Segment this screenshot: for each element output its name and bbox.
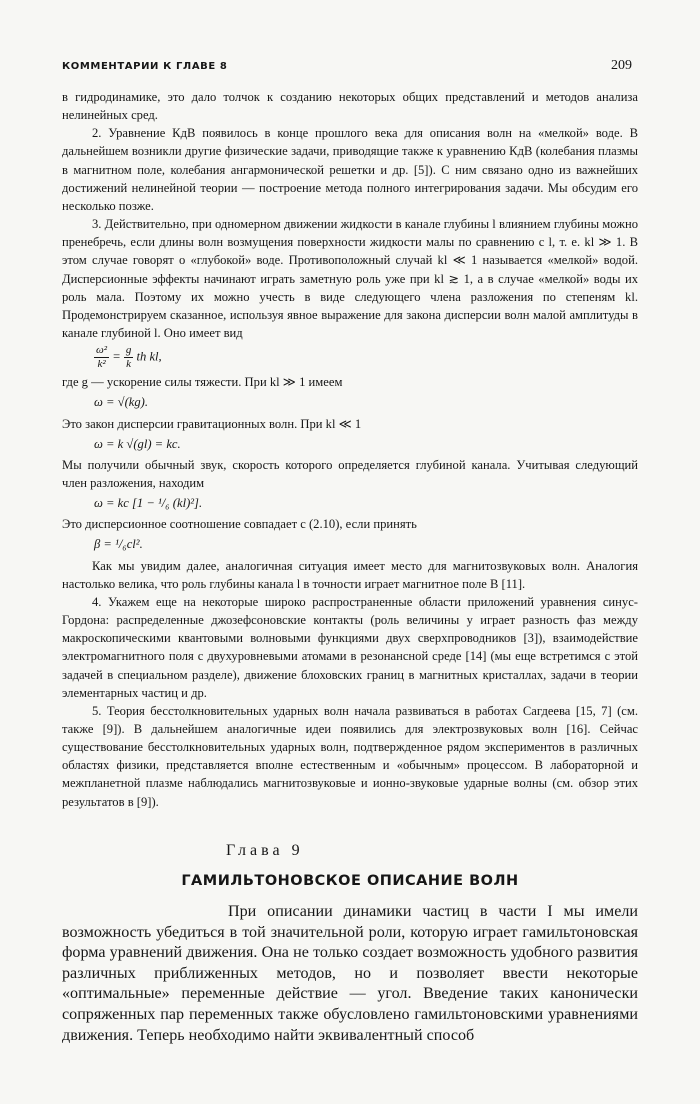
page-header [62, 58, 632, 74]
paragraph: 4. Укажем еще на некоторые широко распространенные области приложений уравнения синус-Гордона: распределенные джозефсоновские контакты (роль величины y играет разность фаз между макроскопическими квантовыми волновыми функциями двух сверхпроводников [3]), взаимодействие электромагнитного поля с двухуровневыми атомами в резонансной среде [14] (мы еще встретимся с этой задачей в специальном разделе), движение блоховских границ в магнитных кристаллах, задачи в теории элементарных частиц и др. [62, 594, 638, 700]
formula: ω = kc [1 − ¹/₆ (kl)²]. [94, 496, 203, 511]
comments-text [62, 88, 638, 811]
paragraph: в гидродинамике, это дало толчок к созданию некоторых общих представлений и методов анализа нелинейных сред. [62, 90, 638, 123]
formula: ω = √(kg). [94, 395, 149, 410]
paragraph: 5. Теория бесстолкновительных ударных волн начала развиваться в работах Сагдеева [15, 7] (см. также [9]). В дальнейшем аналогичные идеи появились для электрозвуковых волн [16]. Сейчас существование бесстолкновительных ударных волн, подтвержденное рядом экспериментов в различных областях физики, представляется вполне естественным и «обычным» процессом. В лабораторной и межпланетной плазме наблюдались магнитозвуковые и ионно-звуковые ударные волны (см. обзор этих результатов в [9]). [62, 703, 638, 809]
fraction: $\frac{g}{k}$ [125, 344, 132, 371]
paragraph: где g — ускорение силы тяжести. При kl ≫ 1 имеем [62, 375, 343, 390]
paragraph: При описании динамики частиц в части I мы имели возможность убедиться в той значительной роли, которую играет гамильтоновская форма уравнений движения. Она не только создает возможность удобного развития различных приближенных методов, но и позволяет ввести некоторые «оптимальные» переменные действие — угол. Введение таких канонически сопряженных пар переменных также обусловлено гамильтоновскими уравнениями движения. Теперь необходимо найти эквивалентный способ [62, 903, 638, 1044]
formula-dispersion: $\frac{\text{ω²}}{\text{k²}}$ = $\frac{g}{k}$ th kl, [96, 344, 162, 371]
page-number: 209 [611, 58, 632, 73]
paragraph: Мы получили обычный звук, скорость которого определяется глубиной канала. Учитывая следующий член разложения, находим [62, 457, 638, 490]
chapter-text [62, 902, 638, 1046]
fraction: $\frac{\text{ω²}}{\text{k²}}$ [96, 344, 108, 371]
paragraph: Как мы увидим далее, аналогичная ситуация имеет место для магнитозвуковых волн. Аналогия настолько велика, что роль глубины канала l в точности играет магнитное поле B [11]. [62, 558, 638, 591]
paragraph: Это закон дисперсии гравитационных волн. При kl ≪ 1 [62, 416, 362, 431]
running-head: КОММЕНТАРИИ К ГЛАВЕ 8 [62, 61, 228, 72]
formula: ω = k √(gl) = kc. [94, 436, 181, 451]
chapter-label: Глава 9 [226, 842, 304, 859]
paragraph: 2. Уравнение КдВ появилось в конце прошлого века для описания волн на «мелкой» воде. В дальнейшем возникли другие физические задачи, приводящие также к уравнению КдВ (колебания плазмы в магнитном поле, колебания ангармонической решетки и др. [5]). С ним связано одно из важнейших достижений нелинейной теории — построение метода полного интегрирования задачи. Мы обсудим его несколько позже. [62, 126, 638, 213]
chapter-title: ГАМИЛЬТОНОВСКОЕ ОПИСАНИЕ ВОЛН [181, 873, 519, 889]
formula: β = ¹/₆cl². [94, 537, 143, 552]
paragraph: 3. Действительно, при одномерном движении жидкости в канале глубины l влиянием глубины можно пренебречь, если длины волн возмущения поверхности жидкости малы по сравнению с l, т. е. kl ≫ 1. В этом случае говорят о «глубокой» воде. Противоположный случай kl ≪ 1 называется «мелкой» водой. Дисперсионные эффекты начинают играть заметную роль уже при kl ≳ 1, а в случае «мелкой» воды их роль мала. Поэтому их можно учесть в виде следующего члена разложения по степеням kl. Продемонстрируем сказанное, используя явное выражение для закона дисперсии волн малой амплитуды в канале глубиной l. Оно имеет вид [62, 217, 638, 341]
paragraph: Это дисперсионное соотношение совпадает с (2.10), если принять [62, 517, 417, 532]
